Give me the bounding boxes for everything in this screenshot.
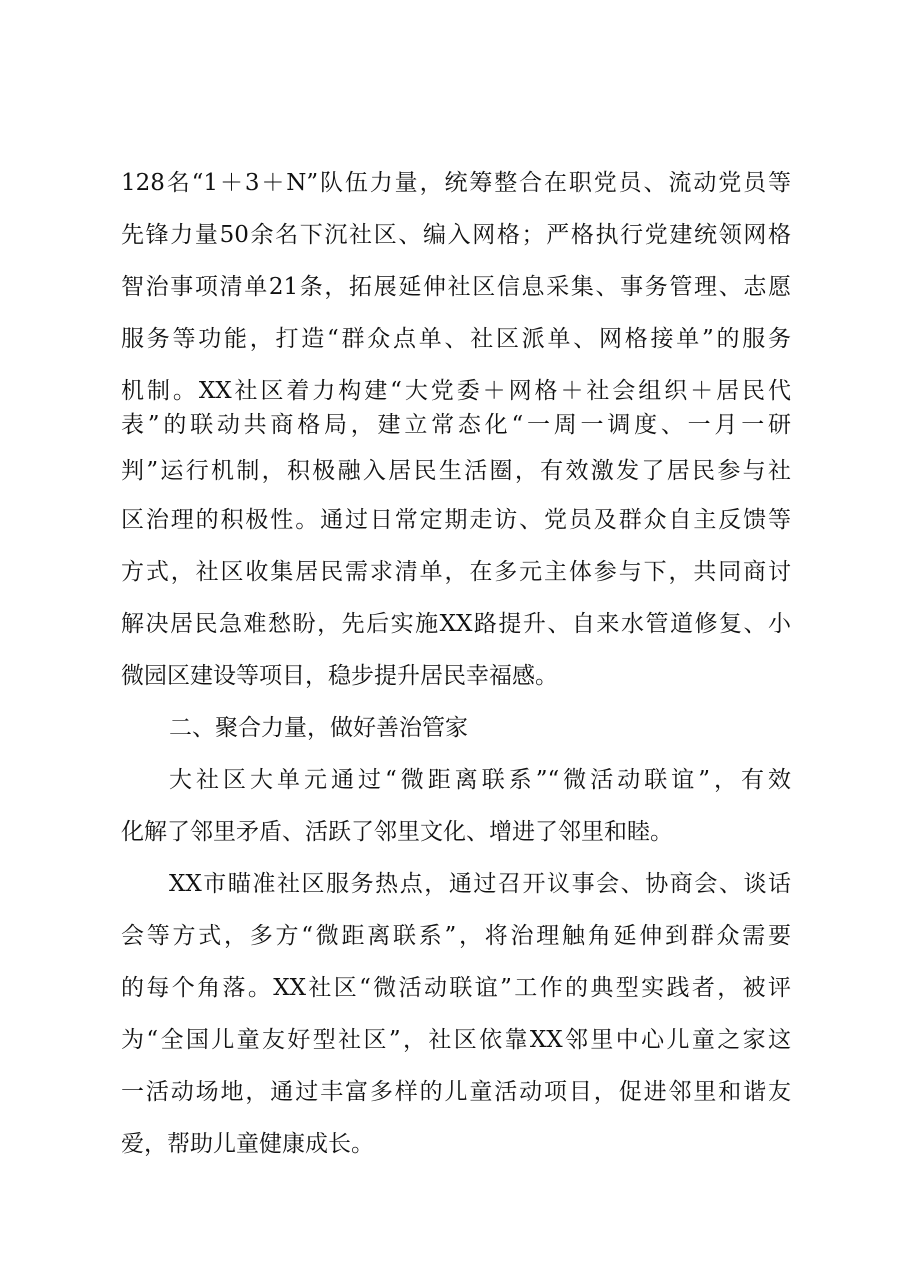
text-line: 解决居民急难愁盼，先后实施XX路提升、自来水管道修复、小 bbox=[121, 611, 791, 637]
text-line: 会等方式，多方“微距离联系”，将治理触角延伸到群众需要 bbox=[121, 923, 791, 949]
text-line: 为“全国儿童友好型社区”，社区依靠XX邻里中心儿童之家这 bbox=[121, 1027, 791, 1053]
text-line: 方式，社区收集居民需求清单，在多元主体参与下，共同商讨 bbox=[121, 559, 791, 585]
text-line: 的每个角落。XX社区“微活动联谊”工作的典型实践者，被评 bbox=[121, 975, 791, 1001]
text-line: 大社区大单元通过“微距离联系”“微活动联谊”，有效 bbox=[169, 767, 791, 793]
text-line: 智治事项清单21条，拓展延伸社区信息采集、事务管理、志愿 bbox=[121, 274, 791, 300]
text-line: 服务等功能，打造“群众点单、社区派单、网格接单”的服务 bbox=[121, 326, 791, 352]
text-line: 爱，帮助儿童健康成长。 bbox=[121, 1131, 374, 1157]
text-line: 先锋力量50余名下沉社区、编入网格；严格执行党建统领网格 bbox=[121, 222, 791, 248]
text-line: 微园区建设等项目，稳步提升居民幸福感。 bbox=[121, 663, 558, 689]
text-line: 128名“1＋3＋N”队伍力量，统筹整合在职党员、流动党员等 bbox=[121, 170, 791, 196]
text-line: 判”运行机制，积极融入居民生活圈，有效激发了居民参与社 bbox=[121, 458, 791, 484]
text-line: XX市瞄准社区服务热点，通过召开议事会、协商会、谈话 bbox=[169, 871, 791, 897]
text-line: 表”的联动共商格局，建立常态化“一周一调度、一月一研 bbox=[121, 412, 791, 438]
text-line: 机制。XX社区着力构建“大党委＋网格＋社会组织＋居民代 bbox=[121, 378, 791, 404]
section-heading: 二、聚合力量，做好善治管家 bbox=[169, 715, 468, 741]
text-line: 一活动场地，通过丰富多样的儿童活动项目，促进邻里和谐友 bbox=[121, 1079, 791, 1105]
text-line: 区治理的积极性。通过日常定期走访、党员及群众自主反馈等 bbox=[121, 507, 791, 533]
text-line: 化解了邻里矛盾、活跃了邻里文化、增进了邻里和睦。 bbox=[121, 819, 673, 845]
